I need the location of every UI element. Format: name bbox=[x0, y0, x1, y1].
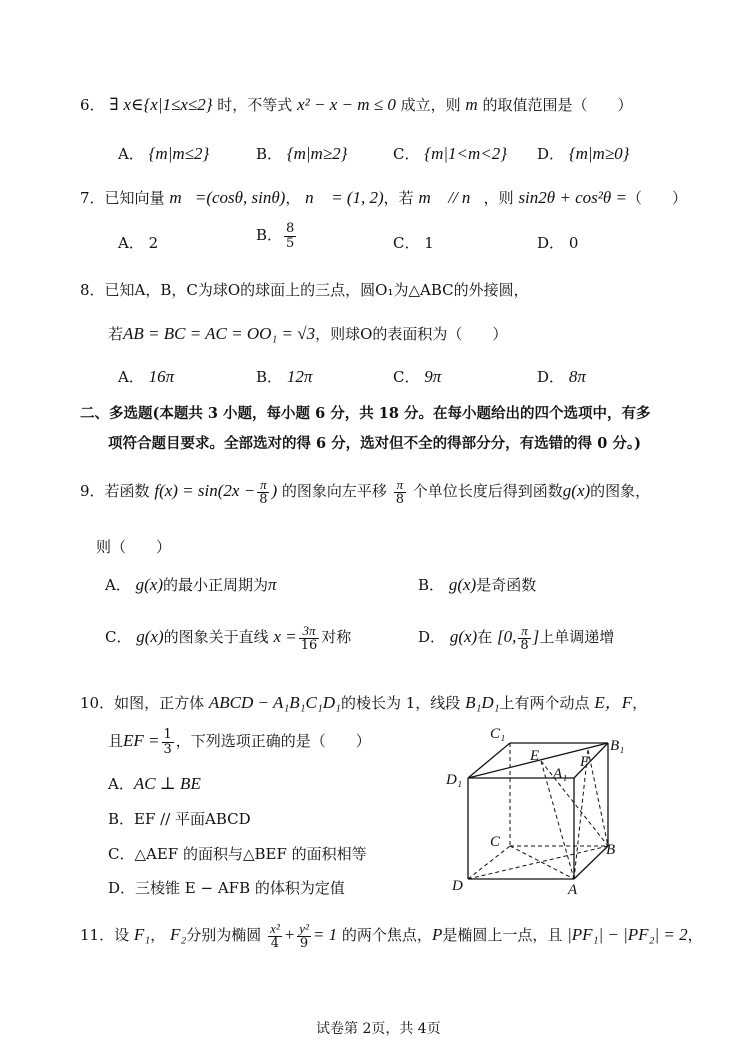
label-c1: C₁ bbox=[490, 726, 506, 742]
q9-stem: 9．若函数 f(x) = sin(2x − $\frac{\pi}{8}$ ) 的图象向左平移 $\frac{\pi}{8}$ 个单位长度后得到函数g(x)的图象， bbox=[80, 477, 651, 507]
q8-line1: 8．已知A，B，C为球O的球面上的三点，圆O₁为△ABC的外接圆， bbox=[80, 281, 529, 299]
q8-option-c: C． 9π bbox=[393, 367, 442, 386]
q6-option-b: B． {m|m≥2} bbox=[256, 144, 348, 163]
q10-option-d: D．三棱锥 E − AFB 的体积为定值 bbox=[108, 879, 345, 897]
section2-heading-line2: 项符合题目要求。全部选对的得 6 分，选对但不全的得部分分，有选错的得 0 分。) bbox=[108, 435, 641, 452]
label-a1: A₁ bbox=[553, 766, 568, 782]
q11-stem: 11．设 F₁， F₂分别为椭圆 $\frac{\text{x²}}{4}$ + $\frac{\text{y²}}{9}$ = 1 的两个焦点，P是椭圆上一点，且 |PF₁| − |PF₂| = 2， bbox=[80, 921, 703, 951]
q6-option-c: C． {m|1<m<2} bbox=[393, 144, 508, 163]
q7-option-c: C． 1 bbox=[393, 234, 434, 252]
q8-option-a: A． 16π bbox=[118, 367, 175, 386]
q6-option-d: D． {m|m≥0} bbox=[537, 144, 630, 163]
q9-option-a: A． g(x)的最小正周期为π bbox=[105, 575, 277, 594]
q7-option-b: B． $\frac{8}{5}$ bbox=[256, 221, 295, 251]
q10-option-a: A．AC ⊥ BE bbox=[108, 774, 201, 793]
label-a: A bbox=[568, 882, 578, 898]
label-f: F bbox=[580, 754, 590, 770]
section2-heading-line1: 二、多选题(本题共 3 小题，每小题 6 分，共 18 分。在每小题给出的四个选项中，有多 bbox=[80, 405, 651, 422]
label-e: E bbox=[530, 748, 540, 764]
q6-stem: 6． ∃ x∈{x|1≤x≤2} 时，不等式 x² − x − m ≤ 0 成立，则 m 的取值范围是（ ） bbox=[80, 95, 633, 114]
label-b: B bbox=[606, 842, 616, 858]
q8-option-b: B． 12π bbox=[256, 367, 313, 386]
q9-option-d: D． g(x)在 [0, $\frac{\pi}{8}$ ]上单调递增 bbox=[418, 623, 615, 653]
q9-option-c: C． g(x)的图象关于直线 x = $\frac{3\pi}{16}$ 对称 bbox=[105, 623, 352, 653]
q10-stem: 10．如图，正方体 ABCD − A₁B₁C₁D₁的棱长为 1，线段 B₁D₁上有两个动点 E，F， bbox=[80, 693, 648, 712]
q9-then: 则（ ） bbox=[96, 538, 172, 556]
q8-option-d: D． 8π bbox=[537, 367, 586, 386]
label-d: D bbox=[452, 878, 463, 894]
q10-option-b: B．EF // 平面ABCD bbox=[108, 810, 251, 828]
q9-option-b: B． g(x)是奇函数 bbox=[418, 575, 537, 594]
cube-figure bbox=[440, 722, 640, 900]
q7-option-a: A． 2 bbox=[118, 234, 159, 252]
q10-option-c: C．△AEF 的面积与△BEF 的面积相等 bbox=[108, 845, 367, 863]
q7-stem: 7．已知向量 m⃗=(cosθ, sinθ)， n⃗ = (1, 2)，若 m⃗ // n⃗，则 sin2θ + cos²θ =（ ） bbox=[80, 188, 687, 207]
label-b1: B₁ bbox=[610, 738, 625, 754]
label-d1: D₁ bbox=[446, 772, 463, 788]
q6-option-a: A． {m|m≤2} bbox=[118, 144, 210, 163]
label-c: C bbox=[490, 834, 501, 850]
q10-line2: 且EF = $\frac{1}{3}$ ，下列选项正确的是（ ） bbox=[108, 727, 371, 757]
q8-line2: 若AB = BC = AC = OO₁ = √3，则球O的表面积为（ ） bbox=[108, 324, 508, 343]
q7-option-d: D． 0 bbox=[537, 234, 579, 252]
page-footer: 试卷第 2页，共 4页 bbox=[316, 1021, 441, 1037]
